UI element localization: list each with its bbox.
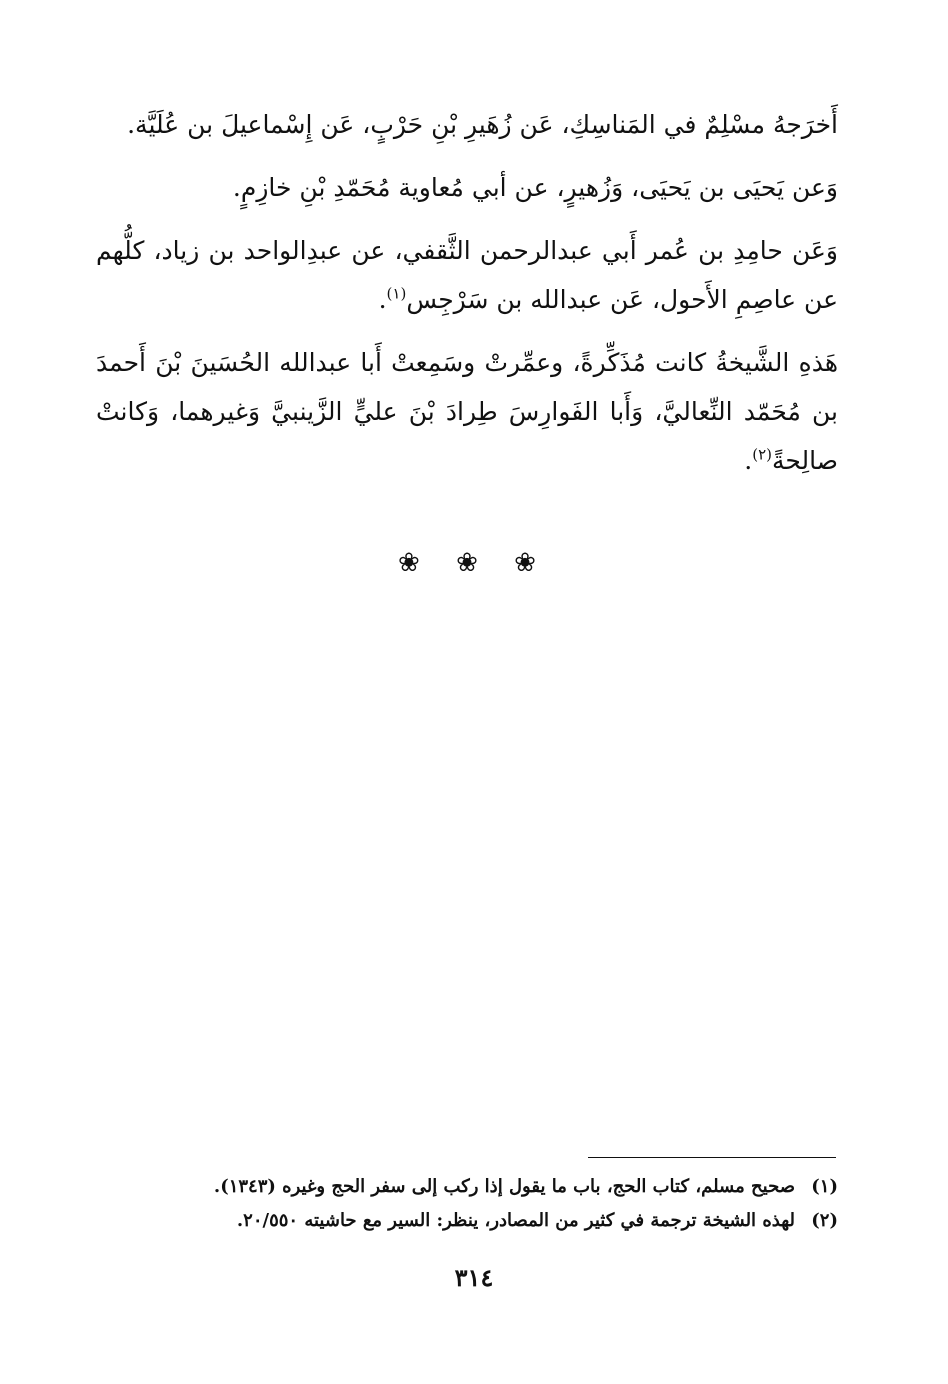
footnote-1-text: صحيح مسلم، كتاب الحج، باب ما يقول إذا ركب إلى سفر الحج وغيره (١٣٤٣). — [213, 1176, 795, 1197]
footnote-2 — [100, 1204, 838, 1238]
paragraph-1-text: أَخرَجهُ مسْلِمٌ في المَناسِكِ، عَن زُهَيرِ بْنِ حَرْبٍ، عَن إِسْماعيلَ بن عُلَيَّة. — [127, 110, 838, 139]
paragraph-3-text: وَعَن حامِدِ بن عُمر أَبي عبدالرحمن الثَّقفي، عن عبدِالواحد بن زياد، كلُّهم عن عاصِمِ الأَحول، عَن عبدالله بن سَرْجِس — [96, 236, 838, 314]
footnote-divider — [588, 1157, 836, 1158]
paragraph-4-period: . — [744, 446, 753, 475]
footnotes — [100, 1170, 838, 1238]
footnote-2-text: لهذه الشيخة ترجمة في كثير من المصادر، ينظر: السير مع حاشيته ٢٠/٥٥٠. — [236, 1210, 795, 1231]
paragraph-2 — [96, 163, 838, 212]
paragraph-3-period: . — [378, 285, 387, 314]
paragraph-4-text: هَذهِ الشَّيخةُ كانت مُذَكِّرةً، وعمِّرتْ وسَمِعتْ أَبا عبدالله الحُسَينَ بْنَ أَحمدَ بن مُحَمّد النِّعاليَّ، وَأَبا الفَوارِسَ طِرادَ بْنَ عليٍّ الزَّينبيَّ وَغيرهما، وَكانتْ صالِحةً — [96, 348, 838, 475]
paragraph-2-text: وَعن يَحيَى بن يَحيَى، وَزُهيرٍ، عن أبي مُعاوية مُحَمّدِ بْنِ خازِمٍ. — [232, 173, 838, 202]
paragraph-3 — [96, 226, 838, 324]
footnote-ref-2[interactable]: (٢) — [752, 445, 772, 464]
section-separator-ornament: ❀ ❀ ❀ — [398, 548, 550, 578]
footnote-ref-1[interactable]: (١) — [386, 284, 407, 303]
footnote-1-number: (١) — [811, 1176, 838, 1197]
page-number: ٣١٤ — [454, 1263, 494, 1292]
paragraph-4 — [96, 338, 838, 485]
main-text — [96, 100, 838, 499]
footnote-2-number: (٢) — [811, 1210, 838, 1231]
paragraph-1 — [96, 100, 838, 149]
footnote-1 — [100, 1170, 838, 1204]
